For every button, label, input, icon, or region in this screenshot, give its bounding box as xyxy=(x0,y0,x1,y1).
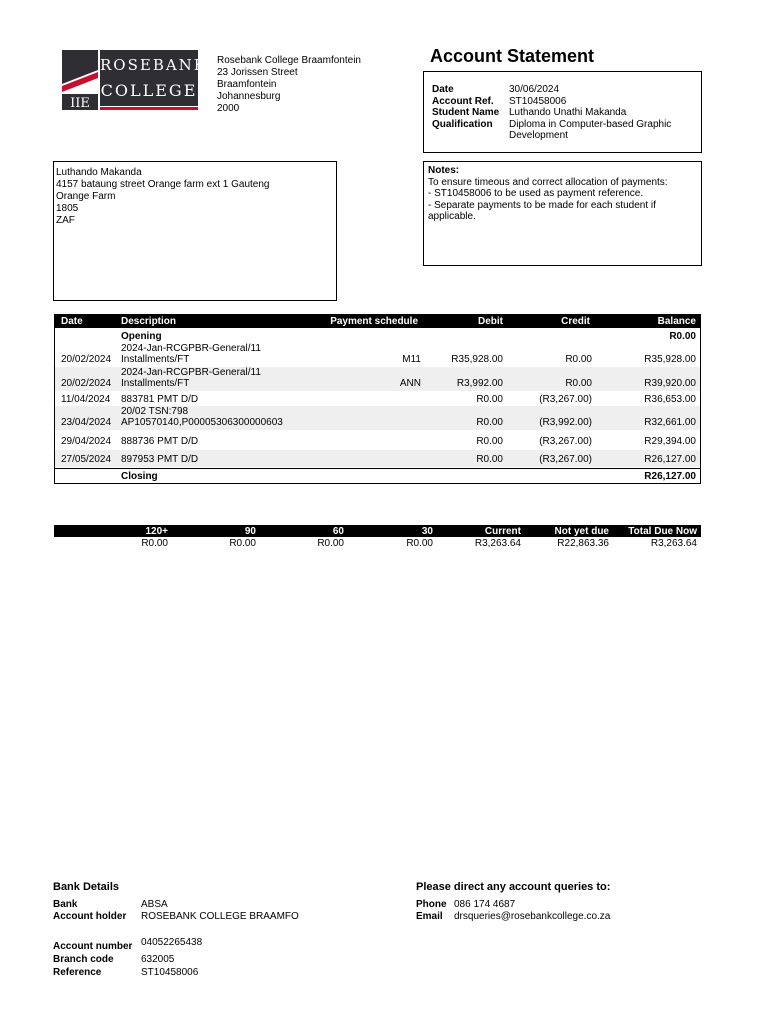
row-credit: R0.00 xyxy=(565,378,592,389)
notes-line: To ensure timeous and correct allocation of payments: xyxy=(428,176,668,188)
aging-header-cell: 30 xyxy=(421,526,433,537)
table-row xyxy=(55,343,700,367)
info-ref-label: Account Ref. xyxy=(432,96,494,107)
college-address-line: Braamfontein xyxy=(217,79,277,90)
aging-table xyxy=(54,525,701,551)
reference-label: Reference xyxy=(53,967,102,978)
statement-title: Account Statement xyxy=(430,46,595,66)
opening-label: Opening xyxy=(121,331,162,342)
row-description: 20/02 TSN:798 xyxy=(121,406,189,417)
row-description: 897953 PMT D/D xyxy=(121,454,199,465)
student-address-line: Orange Farm xyxy=(56,191,116,202)
aging-header-cell: 60 xyxy=(332,526,344,537)
row-schedule: M11 xyxy=(402,354,421,365)
row-date: 23/04/2024 xyxy=(61,417,112,428)
header-balance: Balance xyxy=(657,316,696,327)
student-address-line: 1805 xyxy=(56,203,79,214)
table-row xyxy=(55,367,700,391)
closing-balance: R26,127.00 xyxy=(644,471,696,482)
row-description: Installments/FT xyxy=(121,378,190,389)
phone-label: Phone xyxy=(416,899,447,910)
iie-logo-mark xyxy=(62,50,98,110)
row-schedule: ANN xyxy=(399,378,421,389)
closing-label: Closing xyxy=(121,471,158,482)
row-credit: R0.00 xyxy=(565,354,592,365)
table-row xyxy=(55,430,700,448)
aging-header xyxy=(54,525,701,537)
holder-label: Account holder xyxy=(53,911,127,922)
email-label: Email xyxy=(416,911,443,922)
aging-value: R0.00 xyxy=(141,538,168,549)
info-ref-value: ST10458006 xyxy=(509,96,567,107)
college-logo xyxy=(62,50,208,112)
college-address xyxy=(217,55,361,115)
student-address-line: Luthando Makanda xyxy=(56,167,142,178)
email-row xyxy=(416,911,716,923)
info-qual-label: Qualification xyxy=(432,119,493,130)
holder-row xyxy=(53,911,353,923)
reference-row xyxy=(53,967,353,979)
notes-title: Notes: xyxy=(428,165,460,176)
header-date: Date xyxy=(61,316,83,327)
college-address-line: 23 Jorissen Street xyxy=(217,67,298,78)
bank-label: Bank xyxy=(53,899,78,910)
row-balance: R29,394.00 xyxy=(644,436,696,447)
row-debit: R3,992.00 xyxy=(456,378,503,389)
aging-value: R22,863.36 xyxy=(557,538,609,549)
holder-value: ROSEBANK COLLEGE BRAAMFO xyxy=(141,911,299,922)
table-row xyxy=(55,391,700,406)
row-debit: R0.00 xyxy=(476,394,503,405)
aging-value: R0.00 xyxy=(406,538,433,549)
row-debit: R0.00 xyxy=(476,436,503,447)
iie-mark-text: IIE xyxy=(70,96,90,110)
aging-header-cell: Not yet due xyxy=(554,526,609,537)
bank-row xyxy=(53,899,353,911)
row-credit: (R3,992.00) xyxy=(539,417,592,428)
account-number-row xyxy=(53,937,353,952)
notes-box xyxy=(423,161,702,266)
header-schedule: Payment schedule xyxy=(330,316,418,327)
row-debit: R0.00 xyxy=(476,454,503,465)
student-address-line: 4157 bataung street Orange farm ext 1 Gauteng xyxy=(56,179,270,190)
aging-value: R0.00 xyxy=(317,538,344,549)
branch-label: Branch code xyxy=(53,954,114,965)
transactions-table xyxy=(54,314,701,484)
row-date: 20/02/2024 xyxy=(61,354,112,365)
header-debit: Debit xyxy=(478,316,503,327)
student-address-box xyxy=(53,161,337,301)
closing-row xyxy=(55,468,700,484)
info-date-label: Date xyxy=(432,84,454,95)
row-credit: (R3,267.00) xyxy=(539,394,592,405)
row-description: 2024-Jan-RCGPBR-General/11 xyxy=(121,367,261,378)
table-row xyxy=(55,450,700,467)
row-credit: (R3,267.00) xyxy=(539,454,592,465)
aging-header-cell: 90 xyxy=(244,526,256,537)
bank-details-title: Bank Details xyxy=(53,881,120,893)
aging-header-cell: 120+ xyxy=(145,526,168,537)
row-description: 888736 PMT D/D xyxy=(121,436,199,447)
row-debit: R0.00 xyxy=(476,417,503,428)
aging-values-row xyxy=(54,538,701,550)
logo-wordmark-box xyxy=(100,50,208,106)
college-address-line: 2000 xyxy=(217,103,240,114)
logo-line2: COLLEGE xyxy=(100,81,198,100)
aging-header-cell: Current xyxy=(484,526,521,537)
aging-value: R3,263.64 xyxy=(650,538,697,549)
transactions-header xyxy=(55,314,700,328)
row-date: 20/02/2024 xyxy=(61,378,112,389)
account-info-box xyxy=(423,71,702,153)
row-description: 2024-Jan-RCGPBR-General/11 xyxy=(121,343,261,354)
row-description: Installments/FT xyxy=(121,354,190,365)
notes-line: - Separate payments to be made for each student if applicable. xyxy=(428,199,656,222)
branch-value: 632005 xyxy=(141,954,175,965)
college-address-line: Johannesburg xyxy=(217,91,281,102)
phone-row xyxy=(416,899,716,911)
row-description: 883781 PMT D/D xyxy=(121,394,199,405)
phone-value: 086 174 4687 xyxy=(454,899,516,910)
info-student-value: Luthando Unathi Makanda xyxy=(509,107,627,118)
aging-value: R3,263.64 xyxy=(474,538,521,549)
account-number-value: 04052265438 xyxy=(141,937,203,948)
logo-red-bar xyxy=(100,107,198,110)
row-description: AP10570140,P00005306300000603 xyxy=(121,417,283,428)
row-credit: (R3,267.00) xyxy=(539,436,592,447)
row-date: 29/04/2024 xyxy=(61,436,112,447)
notes-line: - ST10458006 to be used as payment reference. xyxy=(428,188,644,199)
row-date: 27/05/2024 xyxy=(61,454,112,465)
bank-value: ABSA xyxy=(141,899,168,910)
row-debit: R35,928.00 xyxy=(451,354,503,365)
row-balance: R35,928.00 xyxy=(644,354,696,365)
info-student-label: Student Name xyxy=(432,107,500,118)
info-qual-value: Diploma in Computer-based Graphic Development xyxy=(509,119,672,141)
account-number-label: Account number xyxy=(53,941,133,952)
row-balance: R32,661.00 xyxy=(644,417,696,428)
row-balance: R39,920.00 xyxy=(644,378,696,389)
logo-line1: ROSEBANK xyxy=(100,56,208,74)
aging-value: R0.00 xyxy=(229,538,256,549)
opening-balance: R0.00 xyxy=(669,331,696,342)
branch-row xyxy=(53,954,353,966)
reference-value: ST10458006 xyxy=(141,967,199,978)
header-description: Description xyxy=(121,316,177,327)
email-link[interactable]: drsqueries@rosebankcollege.co.za xyxy=(454,911,611,922)
opening-row xyxy=(55,331,700,343)
row-date: 11/04/2024 xyxy=(61,394,111,405)
college-address-line: Rosebank College Braamfontein xyxy=(217,55,361,66)
row-balance: R26,127.00 xyxy=(644,454,696,465)
row-balance: R36,653.00 xyxy=(644,394,696,405)
header-credit: Credit xyxy=(561,316,590,327)
queries-title: Please direct any account queries to: xyxy=(416,881,611,893)
aging-header-cell: Total Due Now xyxy=(628,526,697,537)
info-date-value: 30/06/2024 xyxy=(509,84,560,95)
student-address-line: ZAF xyxy=(56,215,75,226)
table-row xyxy=(55,406,700,430)
